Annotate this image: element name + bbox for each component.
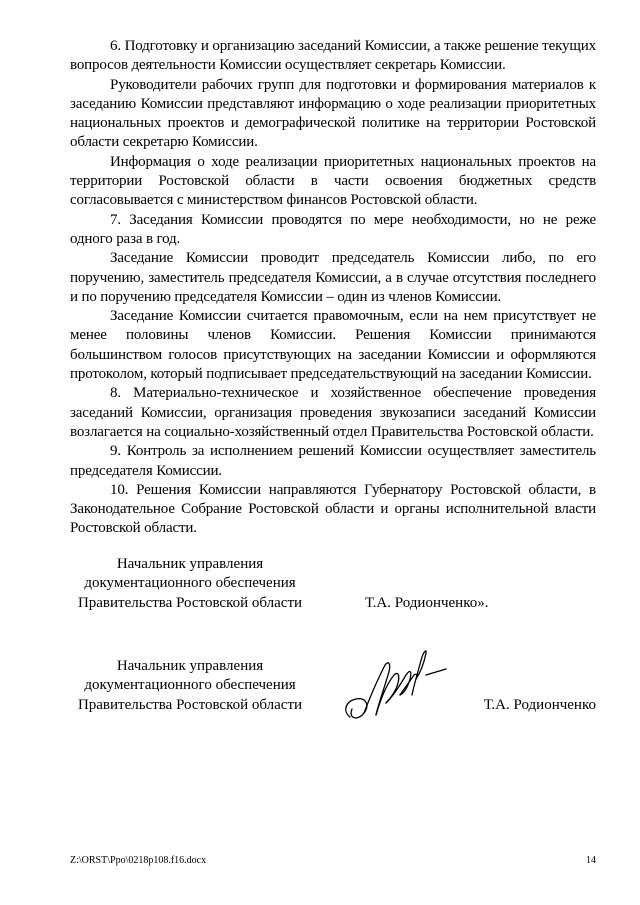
paragraph-item-9: 9. Контроль за исполнением решений Комиссии осуществляет заместитель председателя Комиссии. [70, 443, 596, 479]
signer-position-line: документационного обеспечения [84, 575, 296, 592]
paragraph-item-10: 10. Решения Комиссии направляются Губернатору Ростовской области, в Законодательное Собрание Ростовской области и органы исполнительной власти Ростовской области. [70, 481, 596, 537]
handwritten-signature [340, 645, 450, 727]
signer-position-line: документационного обеспечения [84, 677, 296, 694]
paragraph-meeting-chair: Заседание Комиссии проводит председатель Комиссии либо, по его поручению, заместитель председателя Комиссии, а в случае отсутствия последнего и по поручению председателя Комиссии – один из членов Комиссии. [70, 250, 596, 305]
signer-position-line: Начальник управления [116, 556, 264, 572]
paragraph-quorum: Заседание Комиссии считается правомочным, если на нем присутствует не менее половины членов Комиссии. Решения Комиссии принимаются большинством голосов присутствующих на заседании Комиссии и оформляются протоколом, который подписывает председательствующий на заседании Комиссии. [70, 308, 596, 383]
paragraph-item-6: 6. Подготовку и организацию заседаний Комиссии, а также решение текущих вопросов деятельности Комиссии осуществляет секретарь Комиссии. [70, 38, 596, 74]
paragraph-item-8: 8. Материально-техническое и хозяйственное обеспечение проведения заседаний Комиссии, организация проведения звукозаписи заседаний Комиссии возлагается на социально-хозяйственный отдел Правительства Ростовской области. [70, 385, 596, 440]
signer-position-line: Правительства Ростовской области [77, 696, 303, 713]
paragraph-working-groups: Руководители рабочих групп для подготовки и формирования материалов к заседанию Комиссии представляют информацию о ходе реализации приоритетных национальных проектов и демографической политике на территории Ростовской области секретарю Комиссии. [70, 76, 596, 151]
paragraph-item-7: 7. Заседания Комиссии проводятся по мере необходимости, но не реже одного раза в год. [70, 211, 596, 247]
signer-name: Т.А. Родионченко». [365, 594, 489, 611]
signature-block-second [70, 657, 596, 717]
signature-block-first [70, 555, 596, 615]
signer-position-line: Начальник управления [116, 658, 264, 674]
signer-position [70, 555, 310, 613]
signer-position [70, 657, 310, 715]
footer-file-path: Z:\ORST\Ppo\0218p108.f16.docx [70, 855, 207, 866]
signer-position-line: Правительства Ростовской области [77, 594, 303, 611]
document-body [70, 37, 596, 539]
signer-name: Т.А. Родионченко [483, 696, 596, 713]
footer-page-number: 14 [586, 855, 596, 866]
paragraph-budget-info: Информация о ходе реализации приоритетных национальных проектов на территории Ростовской области в части освоения бюджетных средств согласовывается с министерством финансов Ростовской области. [70, 153, 596, 209]
